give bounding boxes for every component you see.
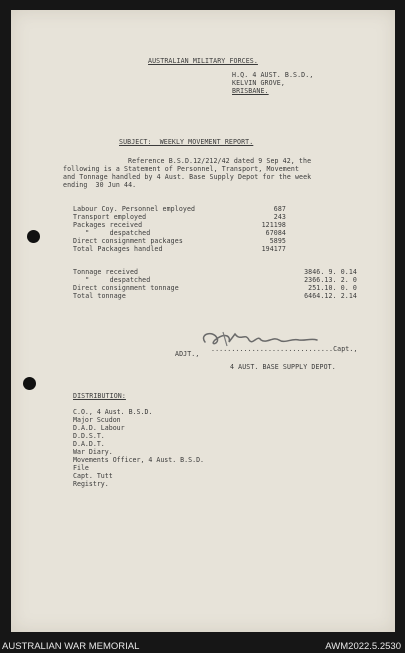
signature-unit: 4 AUST. BASE SUPPLY DEPOT. <box>230 363 336 371</box>
tonnage-value: 6464.12. 2.14 <box>304 292 357 300</box>
stat-value: 5895 <box>269 237 286 245</box>
distribution-item: Major Scudon <box>73 416 121 424</box>
tonnage-value: 251.10. 0. 0 <box>308 284 357 292</box>
signature-line: ..............................Capt., <box>211 345 358 353</box>
intro-line-2: following is a Statement of Personnel, Transport, Movement <box>63 165 300 173</box>
intro-line-3: and Tonnage handled by 4 Aust. Base Supply Depot for the week <box>63 173 312 181</box>
letterhead-address-3: BRISBANE. <box>232 87 269 95</box>
distribution-title: DISTRIBUTION: <box>73 392 126 400</box>
letterhead-address-2: KELVIN GROVE, <box>232 79 285 87</box>
distribution-item: Registry. <box>73 480 109 488</box>
stat-label: Total Packages handled <box>73 245 163 253</box>
stat-value: 67084 <box>265 229 286 237</box>
stat-label: Packages received <box>73 221 143 229</box>
archive-footer <box>0 638 405 653</box>
distribution-item: File <box>73 464 89 472</box>
stat-value: 121198 <box>261 221 286 229</box>
tonnage-label: Direct consignment tonnage <box>73 284 179 292</box>
stat-label: " despatched <box>73 229 151 237</box>
signature-adjt: ADJT., <box>175 350 200 358</box>
stat-value: 243 <box>273 213 286 221</box>
distribution-item: Movements Officer, 4 Aust. B.S.D. <box>73 456 205 464</box>
distribution-item: Capt. Tutt <box>73 472 113 480</box>
intro-line-1: Reference B.S.D.12/212/42 dated 9 Sep 42, the <box>128 157 312 165</box>
punch-hole-bottom <box>23 377 36 390</box>
tonnage-value: 2366.13. 2. 0 <box>304 276 357 284</box>
letterhead-heading: AUSTRALIAN MILITARY FORCES. <box>148 57 258 65</box>
stat-label: Direct consignment packages <box>73 237 183 245</box>
letterhead-address-1: H.Q. 4 AUST. B.S.D., <box>232 71 314 79</box>
document-page <box>11 10 395 632</box>
distribution-item: D.A.D. Labour <box>73 424 125 432</box>
intro-line-4: ending 30 Jun 44. <box>63 181 137 189</box>
tonnage-label: Total tonnage <box>73 292 126 300</box>
distribution-item: C.O., 4 Aust. B.S.D. <box>73 408 153 416</box>
tonnage-label: Tonnage received <box>73 268 139 276</box>
subject-line: SUBJECT: WEEKLY MOVEMENT REPORT. <box>119 138 254 146</box>
tonnage-label: " despatched <box>73 276 151 284</box>
punch-hole-top <box>27 230 40 243</box>
distribution-item: D.D.S.T. <box>73 432 105 440</box>
footer-accession-number: AWM2022.5.2530 <box>325 641 401 652</box>
distribution-item: War Diary. <box>73 448 113 456</box>
stat-label: Labour Coy. Personnel employed <box>73 205 196 213</box>
stat-value: 687 <box>273 205 286 213</box>
stat-value: 194177 <box>261 245 286 253</box>
stat-label: Transport employed <box>73 213 147 221</box>
footer-institution: AUSTRALIAN WAR MEMORIAL <box>2 641 140 652</box>
distribution-item: D.A.D.T. <box>73 440 105 448</box>
tonnage-value: 3846. 9. 0.14 <box>304 268 357 276</box>
